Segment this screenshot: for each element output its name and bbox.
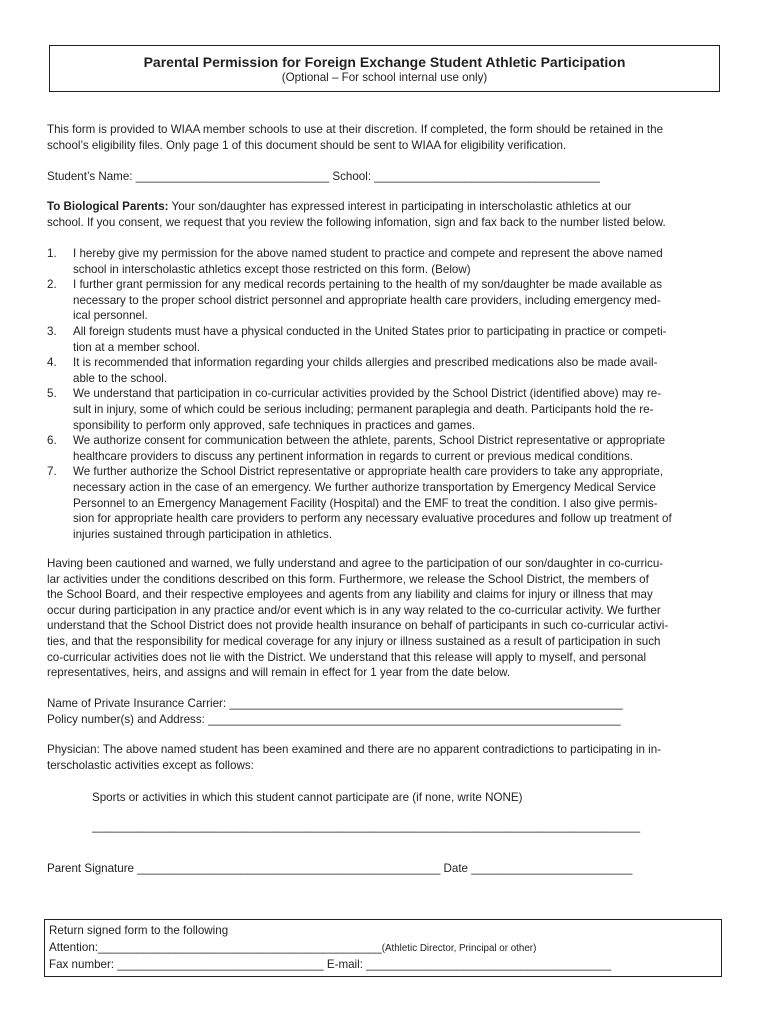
title-box	[49, 45, 720, 92]
list-item	[47, 433, 723, 464]
item-line: It is recommended that information regarding your childs allergies and prescribed medications also be made avail-	[73, 356, 658, 370]
intro-line: This form is provided to WIAA member schools to use at their discretion. If completed, the form should be retained in the	[47, 123, 664, 136]
item-line: I further grant permission for any medical records pertaining to the health of my son/daughter be made available as	[73, 278, 663, 292]
list-item	[47, 246, 723, 277]
policy-address-field[interactable]: Policy number(s) and Address: ________________________________________________________________	[47, 712, 621, 726]
item-number: 4.	[47, 356, 57, 370]
attention-note: (Athletic Director, Principal or other)	[381, 942, 537, 954]
item-line: necessary action in the case of an emergency. We further authorize transportation by Emergency Medical Service	[73, 480, 656, 494]
return-info-box	[44, 919, 722, 977]
item-line: able to the school.	[73, 371, 168, 385]
list-item	[47, 386, 723, 433]
release-line: Having been cautioned and warned, we fully understand and agree to the participation of our son/daughter in co-curricu-	[47, 557, 664, 570]
sports-restriction-field[interactable]: _____________________________________________________________________________________	[92, 820, 641, 833]
physician-line: Physician: The above named student has been examined and there are no apparent contradictions to participating in in-	[47, 743, 662, 756]
attention-line[interactable]: Attention:____________________________________________	[49, 940, 382, 954]
bio-text: Your son/daughter has expressed interest in participating in interscholastic athletics at our	[168, 200, 632, 213]
item-line: We further authorize the School District representative or appropriate health care providers to take any appropriate,	[73, 465, 664, 479]
item-line: school in interscholastic athletics except those restricted on this form. (Below)	[73, 262, 471, 276]
release-line: representatives, heirs, and assigns and will remain in effect for 1 year from the date below.	[47, 666, 511, 680]
biological-parents-paragraph	[47, 199, 723, 230]
student-school-fields[interactable]: Student’s Name: ______________________________ School: ___________________________________	[47, 170, 600, 183]
list-item	[47, 355, 723, 386]
item-number: 3.	[47, 324, 57, 338]
item-number: 2.	[47, 278, 57, 292]
bio-label: To Biological Parents:	[47, 200, 169, 213]
item-line: sponsibility to perform only approved, safe techniques in practices and games.	[73, 418, 476, 432]
intro-line: school’s eligibility files. Only page 1 of this document should be sent to WIAA for eligibility verification.	[47, 138, 567, 152]
release-line: understand that the School District does not provide health insurance on behalf of participants in such co-curricular activi-	[47, 619, 669, 633]
item-number: 5.	[47, 387, 57, 401]
parent-signature-date-field[interactable]: Parent Signature _______________________________________________ Date _________________________	[47, 862, 633, 875]
bio-line: school. If you consent, we request that you review the following infomation, sign and fax back to the number listed below.	[47, 215, 666, 229]
release-line: occur during participation in any practice and/or event which is in any way related to the co-curricular activity. We further	[47, 603, 661, 617]
item-line: ical personnel.	[73, 309, 148, 323]
item-number: 7.	[47, 465, 57, 479]
page-subtitle: (Optional – For school internal use only)	[281, 71, 488, 84]
item-line: I hereby give my permission for the above named student to practice and compete and represent the above named	[73, 247, 663, 260]
item-line: All foreign students must have a physical conducted in the United States prior to participating in practice or competi-	[73, 324, 667, 338]
attention-field[interactable]	[49, 940, 721, 958]
release-line: ties, and that the responsibility for medical coverage for any injury or illness sustained as a result of participation in such	[47, 634, 661, 648]
fax-email-field[interactable]: Fax number: ________________________________ E-mail: ______________________________________	[49, 958, 612, 971]
intro-paragraph	[47, 122, 723, 153]
physician-line: terscholastic activities except as follows:	[47, 758, 254, 772]
bio-line	[47, 199, 723, 215]
item-line: healthcare providers to discuss any pertinent information in regards to current or previous medical conditions.	[73, 449, 634, 463]
release-line: co-curricular activities does not lie with the District. We understand that this release will apply to myself, and personal	[47, 650, 647, 664]
item-line: We authorize consent for communication between the athlete, parents, School District representative or appropriate	[73, 434, 666, 448]
item-number: 6.	[47, 434, 57, 448]
item-line: injuries sustained through participation in athletics.	[73, 527, 333, 541]
item-line: sion for appropriate health care providers to perform any necessary evaluative procedures and follow up treatment of	[73, 512, 672, 526]
insurance-fields	[47, 696, 723, 727]
list-item	[47, 464, 723, 542]
item-line: sult in injury, some of which could be serious including; permanent paraplegia and death. Participants hold the re-	[73, 402, 654, 416]
page-title: Parental Permission for Foreign Exchange Student Athletic Participation	[143, 54, 626, 70]
sports-restriction-label: Sports or activities in which this student cannot participate are (if none, write NONE)	[92, 791, 523, 804]
item-line: Personnel to an Emergency Management Facility (Hospital) and the EMF to treat the condition. I also give permis-	[73, 496, 658, 510]
item-line: necessary to the proper school district personnel and appropriate health care providers, including emergency med-	[73, 293, 661, 307]
item-line: tion at a member school.	[73, 340, 200, 354]
release-paragraph	[47, 556, 723, 681]
physician-statement	[47, 742, 723, 773]
list-item	[47, 324, 723, 355]
insurance-carrier-field[interactable]: Name of Private Insurance Carrier: _____________________________________________________________	[47, 697, 623, 710]
release-line: the School Board, and their respective employees and agents from any liability and claims for injury or illness that may	[47, 588, 653, 602]
return-heading: Return signed form to the following	[49, 924, 229, 937]
release-line: lar activities under the conditions described on this form. Furthermore, we release the School District, the members of	[47, 572, 649, 586]
permission-items-list	[47, 246, 723, 542]
item-line: We understand that participation in co-curricular activities provided by the School District (identified above) may re-	[73, 387, 662, 401]
item-number: 1.	[47, 247, 57, 260]
list-item	[47, 277, 723, 324]
